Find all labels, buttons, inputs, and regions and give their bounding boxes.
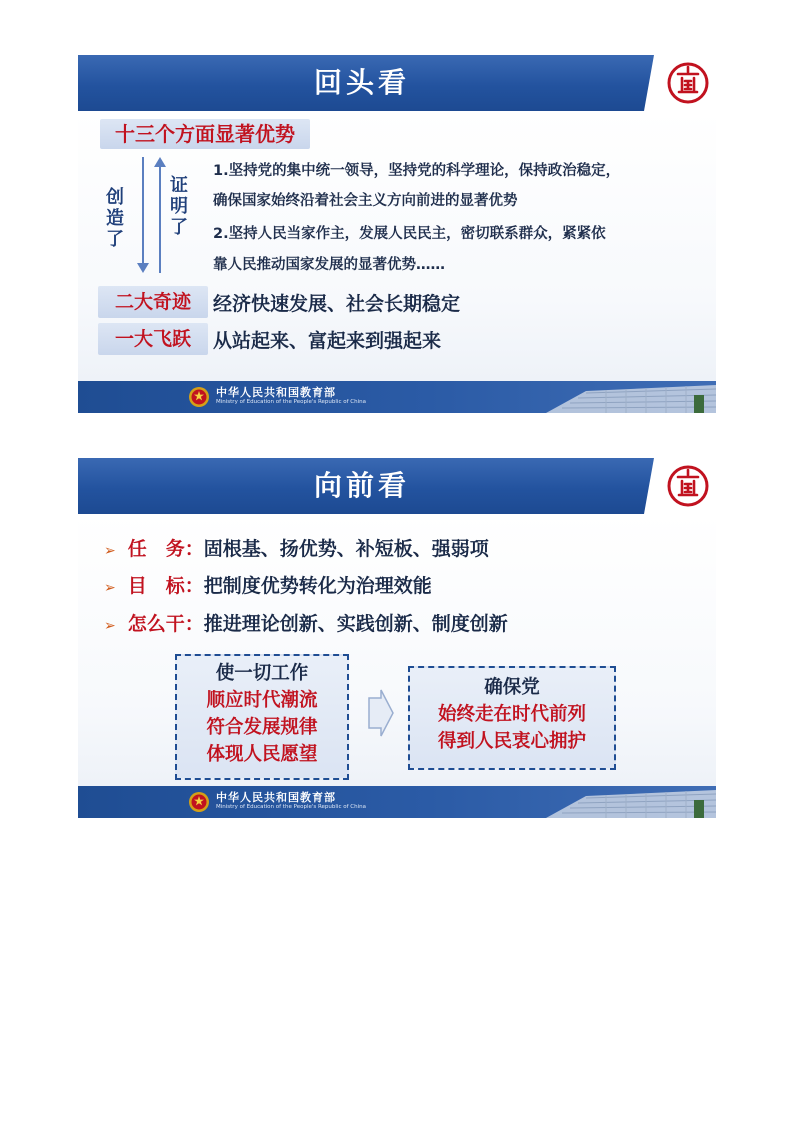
goal-bullet [104,571,432,601]
proved-vertical-text: 证 明 了 [170,175,188,238]
how-bullet [104,609,508,639]
advantage-line-2: 确保国家始终沿着社会主义方向前进的显著优势 [213,193,518,209]
ministry-name-cn: 中华人民共和国教育部 [216,791,336,804]
right-arrow-icon [367,688,395,738]
created-vertical-text: 创 造 了 [106,187,124,250]
box-line: 得到人民衷心拥护 [437,731,586,752]
building-image-icon [526,381,716,413]
slide-look-forward [78,458,716,818]
advantage-line-1: 1.坚持党的集中统一领导，坚持党的科学理论，保持政治稳定， [213,163,621,179]
slide-look-back [78,55,716,413]
all-work-box [175,654,349,780]
national-emblem-icon [188,386,210,408]
logo-panel [644,55,716,111]
ministry-name-en: Ministry of Education of the People's Republic of China [216,399,366,405]
down-arrow-icon [136,155,150,275]
box-heading: 确保党 [484,677,540,698]
two-miracles-label: 二大奇迹 [98,286,208,318]
logo-panel [644,458,716,514]
bullet-text: 把制度优势转化为治理效能 [203,575,432,597]
footer-bar [78,786,716,818]
ministry-name-en: Ministry of Education of the People's Republic of China [216,804,366,810]
slide-title: 回头看 [313,66,410,99]
slide-title: 向前看 [313,469,410,502]
thirteen-advantages-label: 十三个方面显著优势 [100,119,310,149]
ministry-name-cn: 中华人民共和国教育部 [216,386,336,399]
box-line: 始终走在时代前列 [437,704,586,725]
triangle-bullet-icon: ➢ [104,543,116,559]
triangle-bullet-icon: ➢ [104,580,116,596]
title-bar [78,458,716,514]
one-leap-label: 一大飞跃 [98,323,208,355]
building-image-icon [526,786,716,818]
bullet-text: 推进理论创新、实践创新、制度创新 [203,613,508,635]
task-bullet [104,534,489,564]
box-line: 体现人民愿望 [206,744,318,765]
bullet-label: 任 务： [127,538,204,560]
party-school-logo-icon [666,61,710,105]
two-miracles-text: 经济快速发展、社会长期稳定 [213,293,461,315]
party-school-logo-icon [666,464,710,508]
advantage-line-3: 2.坚持人民当家作主，发展人民民主，密切联系群众，紧紧依 [213,226,606,242]
ensure-party-box [408,666,616,770]
box-line: 顺应时代潮流 [206,690,318,711]
box-heading: 使一切工作 [215,663,309,684]
bullet-label: 怎么干： [127,613,204,635]
advantage-line-4: 靠人民推动国家发展的显著优势…… [213,257,445,273]
bullet-label: 目 标： [127,575,204,597]
up-arrow-icon [153,155,167,275]
box-line: 符合发展规律 [206,717,318,738]
triangle-bullet-icon: ➢ [104,618,116,634]
one-leap-text: 从站起来、富起来到强起来 [213,330,442,352]
bullet-text: 固根基、扬优势、补短板、强弱项 [203,538,489,560]
title-bar [78,55,716,111]
national-emblem-icon [188,791,210,813]
footer-bar [78,381,716,413]
